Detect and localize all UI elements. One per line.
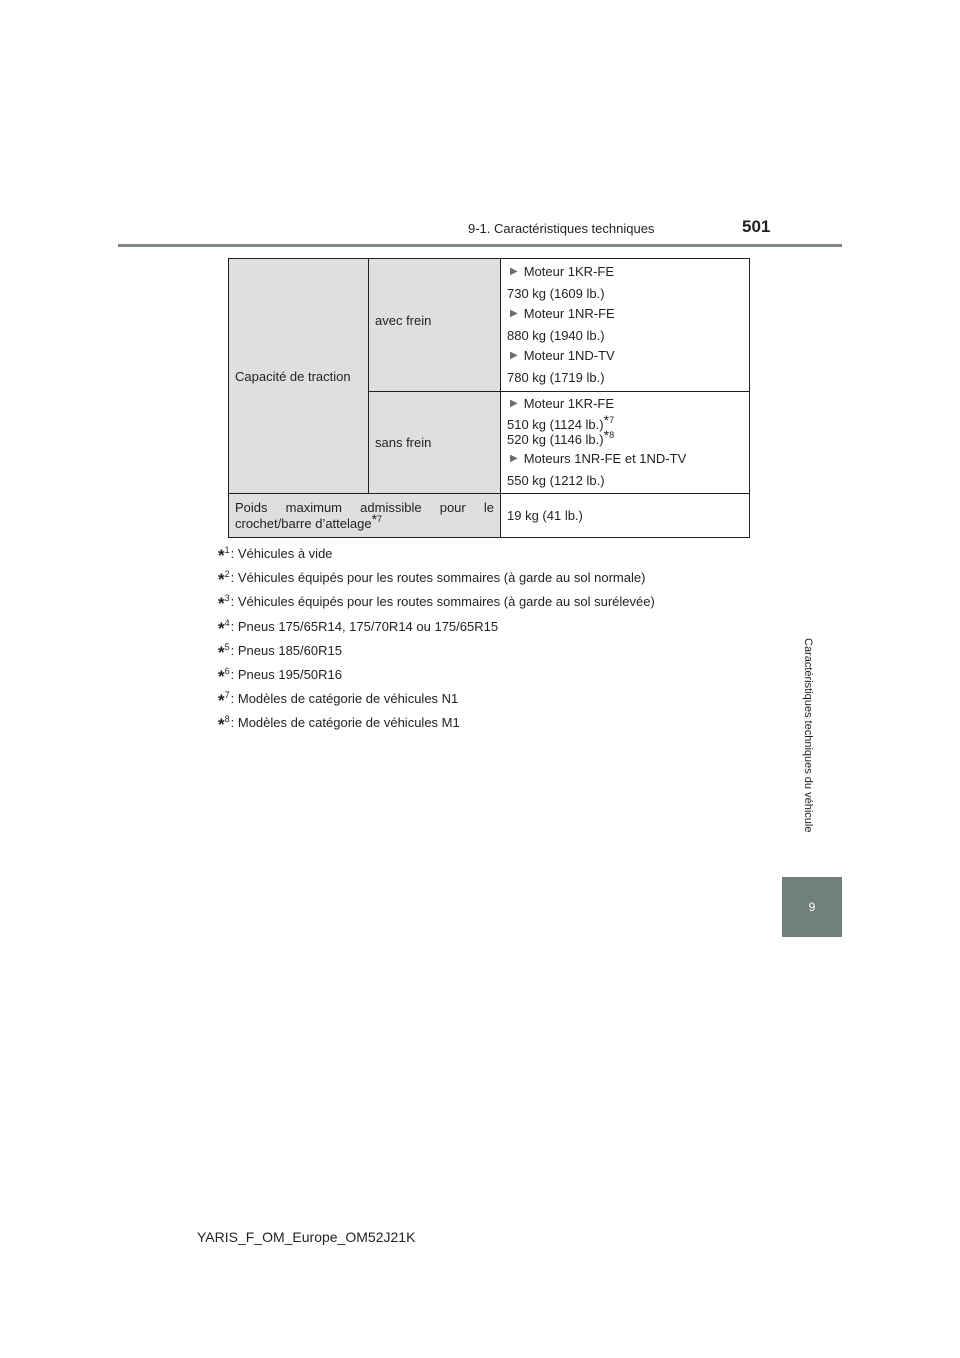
without-brake-values xyxy=(501,392,750,494)
arrow-right-icon: ▶ xyxy=(510,350,518,361)
footnotes xyxy=(218,545,655,739)
arrow-right-icon: ▶ xyxy=(510,266,518,277)
footnote: *$^2$: Véhicules équipés pour les routes sommaires (à garde au sol normale) xyxy=(218,569,646,590)
list-item: 780 kg (1719 lb.) xyxy=(507,370,605,385)
list-item: ▶ Moteur 1ND-TV xyxy=(510,348,615,363)
header-divider xyxy=(118,244,842,247)
list-item: ▶ Moteur 1NR-FE xyxy=(510,306,615,321)
page-number: 501 xyxy=(742,217,771,236)
arrow-right-icon: ▶ xyxy=(510,398,518,409)
list-item: ▶ Moteur 1KR-FE xyxy=(510,264,615,279)
chapter-tab xyxy=(782,877,842,937)
towing-capacity-label: Capacité de traction xyxy=(235,368,351,384)
with-brake-cell xyxy=(369,259,501,392)
document-code: YARIS_F_OM_Europe_OM52J21K xyxy=(197,1229,416,1245)
footnote: *$^5$: Pneus 185/60R15 xyxy=(218,641,342,662)
hitch-weight-label-line1: Poids maximum admissible pour le xyxy=(235,499,494,515)
hitch-weight-label-line2: crochet/barre d’attelage$^{*7}$ xyxy=(235,510,383,531)
footnote: *$^4$: Pneus 175/65R14, 175/70R14 ou 175/65R15 xyxy=(218,617,499,638)
footnote: *$^7$: Modèles de catégorie de véhicules N1 xyxy=(218,690,459,711)
arrow-right-icon: ▶ xyxy=(510,453,518,464)
footnote: *$^1$: Véhicules à vide xyxy=(218,545,333,565)
towing-capacity-cell xyxy=(229,259,369,494)
towing-spec-table xyxy=(228,258,750,538)
hitch-weight-cell xyxy=(229,494,501,538)
footnote: *$^3$: Véhicules équipés pour les routes sommaires (à garde au sol surélevée) xyxy=(218,593,655,614)
table-row xyxy=(229,494,750,538)
without-brake-cell xyxy=(369,392,501,494)
chapter-number: 9 xyxy=(808,900,816,914)
footnote: *$^8$: Modèles de catégorie de véhicules M1 xyxy=(218,714,460,735)
arrow-right-icon: ▶ xyxy=(510,308,518,319)
list-item: ▶ Moteur 1KR-FE xyxy=(510,396,615,411)
list-item: 550 kg (1212 lb.) xyxy=(507,473,605,488)
with-brake-label: avec frein xyxy=(375,312,432,328)
hitch-weight-value: 19 kg (41 lb.) xyxy=(501,494,750,538)
footnote: *$^6$: Pneus 195/50R16 xyxy=(218,665,342,686)
list-item: 510 kg (1124 lb.)$^{*7}$ 520 kg (1146 lb.)$^{*8}$ xyxy=(507,412,615,447)
section-title: 9-1. Caractéristiques techniques xyxy=(468,221,655,236)
without-brake-label: sans frein xyxy=(375,435,432,450)
list-item: ▶ Moteurs 1NR-FE et 1ND-TV xyxy=(510,451,687,466)
chapter-side-label-text: Caractéristiques techniques du véhicule xyxy=(802,637,814,833)
list-item: 880 kg (1940 lb.) xyxy=(507,328,605,343)
with-brake-values xyxy=(501,259,750,392)
chapter-side-label xyxy=(788,605,828,865)
table-row xyxy=(229,259,750,392)
list-item: 730 kg (1609 lb.) xyxy=(507,286,605,301)
